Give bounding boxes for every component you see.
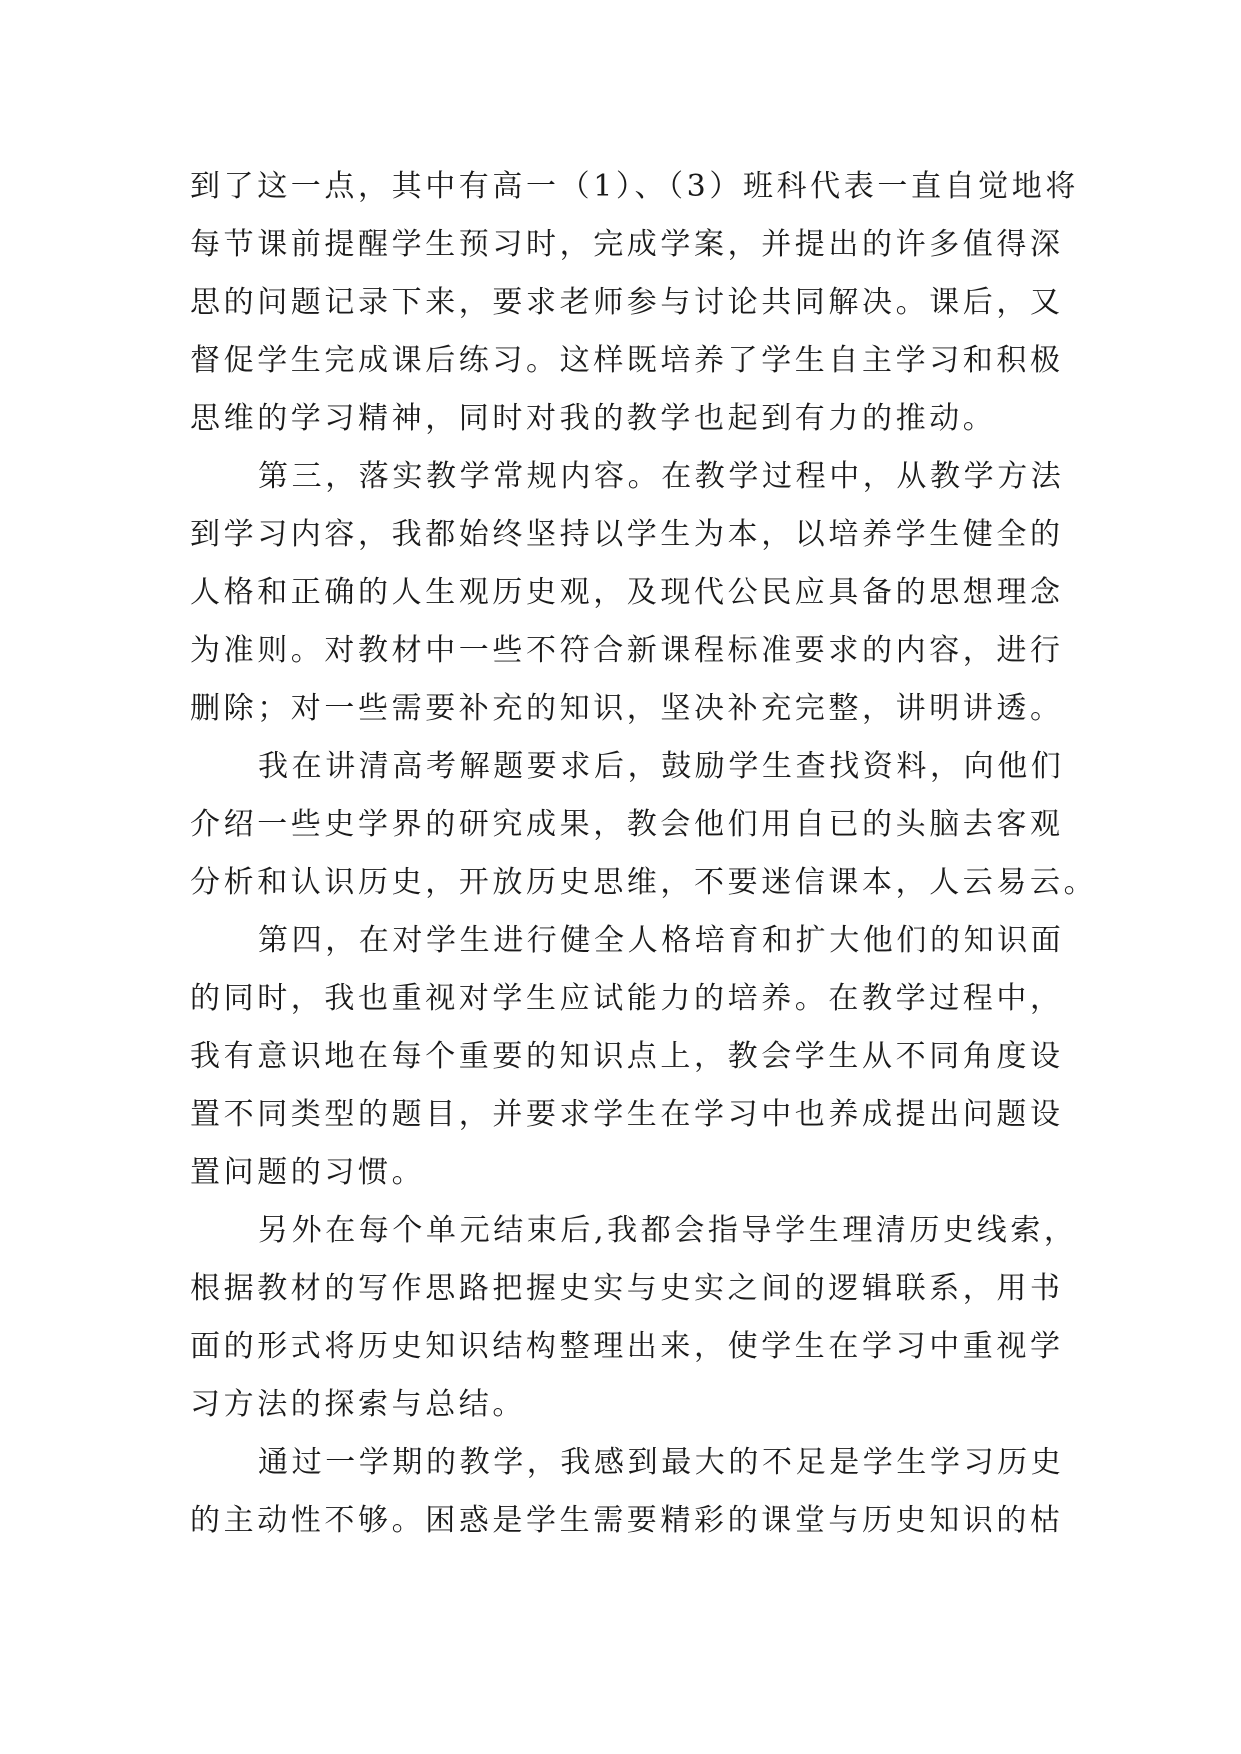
paragraph: [190, 738, 1098, 912]
text-line: 督促学生完成课后练习。这样既培养了学生自主学习和积极: [190, 343, 1064, 378]
text-line: 第四，在对学生进行健全人格培育和扩大他们的知识面: [258, 923, 1065, 958]
text-line: 的同时，我也重视对学生应试能力的培养。在教学过程中，: [190, 981, 1064, 1016]
text-line: 每节课前提醒学生预习时，完成学案，并提出的许多值得深: [190, 227, 1064, 262]
text-line: 另外在每个单元结束后,我都会指导学生理清历史线索，: [258, 1213, 1078, 1248]
text-line: 为准则。对教材中一些不符合新课程标准要求的内容，进行: [190, 633, 1064, 668]
text-line: 我在讲清高考解题要求后，鼓励学生查找资料，向他们: [258, 749, 1065, 784]
text-line: 删除；对一些需要补充的知识，坚决补充完整，讲明讲透。: [190, 691, 1064, 726]
text-line: 到了这一点，其中有高一（1）、（3）班科代表一直自觉地将: [190, 169, 1079, 204]
text-line: 思维的学习精神，同时对我的教学也起到有力的推动。: [190, 401, 997, 436]
text-line: 介绍一些史学界的研究成果，教会他们用自已的头脑去客观: [190, 807, 1064, 842]
text-line: 人格和正确的人生观历史观，及现代公民应具备的思想理念: [190, 575, 1064, 610]
text-line: 根据教材的写作思路把握史实与史实之间的逻辑联系，用书: [190, 1271, 1064, 1306]
paragraph: [190, 912, 1070, 1202]
text-line: 习方法的探索与总结。: [190, 1387, 526, 1422]
text-line: 我有意识地在每个重要的知识点上，教会学生从不同角度设: [190, 1039, 1064, 1074]
paragraph: [190, 1434, 1070, 1550]
text-line: 置问题的习惯。: [190, 1155, 426, 1190]
document-body: [190, 158, 1098, 1550]
text-line: 置不同类型的题目，并要求学生在学习中也养成提出问题设: [190, 1097, 1064, 1132]
text-line: 第三，落实教学常规内容。在教学过程中，从教学方法: [258, 459, 1065, 494]
text-line: 分析和认识历史，开放历史思维，不要迷信课本，人云易云。: [190, 865, 1098, 900]
paragraph: [190, 1202, 1078, 1434]
text-line: 到学习内容，我都始终坚持以学生为本，以培养学生健全的: [190, 517, 1064, 552]
text-line: 面的形式将历史知识结构整理出来，使学生在学习中重视学: [190, 1329, 1064, 1364]
paragraph: [190, 448, 1070, 738]
text-line: 思的问题记录下来，要求老师参与讨论共同解决。课后，又: [190, 285, 1064, 320]
text-line: 的主动性不够。困惑是学生需要精彩的课堂与历史知识的枯: [190, 1503, 1064, 1538]
paragraph: [190, 158, 1079, 448]
text-line: 通过一学期的教学，我感到最大的不足是学生学习历史: [258, 1445, 1065, 1480]
